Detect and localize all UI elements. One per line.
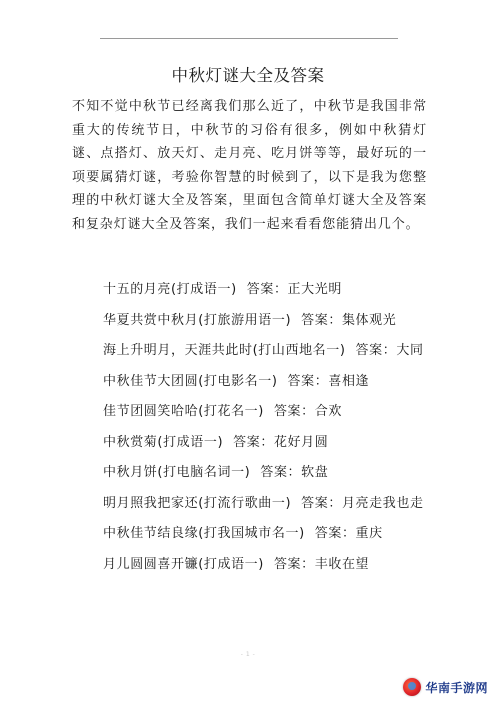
document-title: 中秋灯谜大全及答案: [171, 66, 325, 85]
riddle-answer: 答案：月亮走我也走: [301, 495, 424, 511]
riddle-item: [72, 522, 427, 546]
riddle-question: 十五的月亮(打成语一): [103, 282, 237, 297]
riddle-question: 中秋佳节大团圆(打电影名一): [103, 373, 278, 389]
riddle-question: 华夏共赏中秋月(打旅游用语一): [103, 312, 292, 328]
riddle-question: 海上升明月，天涯共此时(打山西地名一): [103, 343, 346, 358]
site-watermark: [403, 677, 488, 697]
riddle-answer: 答案：软盘: [260, 465, 329, 480]
riddle-question: 中秋月饼(打电脑名词一): [103, 465, 251, 480]
riddle-answer: 答案：喜相逢: [287, 373, 370, 389]
riddle-item: [72, 278, 427, 302]
riddle-question: 中秋佳节结良缘(打我国城市名一): [103, 526, 305, 541]
riddle-answer: 答案：合欢: [273, 404, 342, 419]
riddle-question: 中秋赏菊(打成语一): [103, 434, 224, 450]
riddle-item: [72, 492, 427, 516]
riddle-answer: 答案：丰收在望: [273, 556, 370, 572]
site-logo-icon: [403, 678, 421, 696]
header-rule: [100, 38, 398, 39]
riddle-item: [72, 461, 427, 485]
riddle-item: [72, 553, 427, 577]
watermark-text: 华南手游网: [425, 680, 488, 695]
riddle-answer: 答案：正大光明: [246, 282, 342, 297]
riddle-question: 明月照我把家还(打流行歌曲一): [103, 495, 292, 511]
riddle-item: [72, 431, 427, 455]
riddle-question: 月儿圆圆喜开镰(打成语一): [103, 556, 264, 572]
riddle-answer: 答案：大同: [355, 343, 424, 358]
riddle-item: [72, 370, 427, 394]
intro-paragraph: 不知不觉中秋节已经离我们那么近了，中秋节是我国非常重大的传统节日，中秋节的习俗有很多，例如中秋猜灯谜、点搭灯、放天灯、走月亮、吃月饼等等，最好玩的一项要属猜灯谜，考验你智慧的时候到了，以下是我为您整理的中秋灯谜大全及答案，里面包含简单灯谜大全及答案和复杂灯谜大全及答案，我们一起来看看您能猜出几个。: [72, 99, 427, 232]
riddle-item: [72, 309, 427, 333]
riddle-item: [72, 400, 427, 424]
page-footer: - 1 -: [240, 651, 256, 658]
riddle-list: [72, 278, 427, 583]
riddle-question: 佳节团圆笑哈哈(打花名一): [103, 404, 264, 419]
riddle-item: [72, 339, 427, 363]
riddle-answer: 答案：重庆: [314, 526, 383, 541]
riddle-answer: 答案：花好月圆: [233, 434, 329, 450]
riddle-answer: 答案：集体观光: [301, 312, 397, 328]
